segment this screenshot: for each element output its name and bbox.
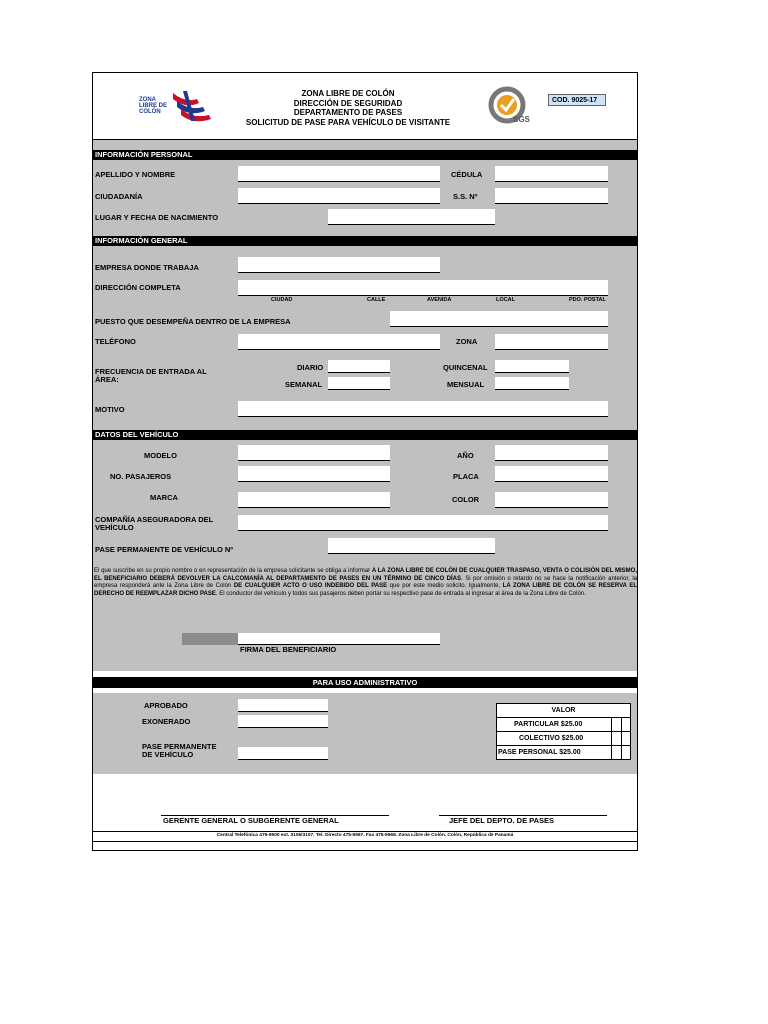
weekly-label: SEMANAL — [285, 380, 323, 389]
insurer-label: COMPAÑÍA ASEGURADORA DEL VEHÍCULO — [95, 515, 214, 532]
value-header: VALOR — [551, 707, 576, 714]
zone-label: ZONA — [456, 337, 478, 346]
signature-marker — [182, 633, 238, 645]
value-header-row — [497, 704, 630, 718]
title-line-3: DEPARTAMENTO DE PASES — [293, 108, 403, 117]
legal-text-2: . Si por omisión o retardo no se hace la notificación anterior, la empresa responderá ante la Zona Libre de Colón — [94, 575, 637, 590]
form-code-box: COD. 9025-17 — [548, 94, 606, 106]
model-field[interactable] — [238, 445, 390, 461]
signature-label: FIRMA DEL BENEFICIARIO — [240, 645, 337, 654]
passengers-label: NO. PASAJEROS — [110, 472, 172, 481]
value-checkbox[interactable] — [621, 746, 629, 759]
legal-text-3: que por este medio solicito. Igualmente, — [387, 583, 503, 590]
address-part-street: CALLE — [367, 297, 386, 303]
address-part-local: LOCAL — [496, 297, 515, 303]
value-row-label: PARTICULAR $25.00 — [514, 721, 583, 728]
company-label: EMPRESA DONDE TRABAJA — [95, 263, 199, 272]
color-label: COLOR — [452, 495, 480, 504]
legal-bold-1: A LA ZONA LIBRE DE COLÓN DE CUALQUIER TRASPASO, VENTA O COLISIÓN DEL MISMO, EL BENEFICIARIO DEBERÁ DEVOLVER LA CALCOMANÍA AL DEPARTAMENTO DE PASES EN UN TÉRMINO DE CINCO DÍAS — [94, 568, 637, 582]
sgs-text: SGS — [513, 115, 530, 124]
form-title-block — [213, 89, 483, 127]
phone-label: TELÉFONO — [95, 337, 136, 346]
approved-field[interactable] — [238, 699, 328, 712]
plate-field[interactable] — [495, 466, 608, 482]
sgs-certification-logo — [483, 85, 539, 127]
reason-label: MOTIVO — [95, 405, 125, 414]
permanent-admin-label-1: PASE PERMANENTE — [142, 742, 217, 751]
passengers-field[interactable] — [238, 466, 390, 482]
legal-bold-2: DE CUALQUIER ACTO O USO INDEBIDO DEL PASE — [233, 583, 388, 590]
personal-info-heading: INFORMACIÓN PERSONAL — [93, 150, 637, 160]
address-field[interactable] — [238, 280, 608, 296]
permanent-admin-label-2: DE VEHÍCULO — [142, 750, 194, 759]
zone-field[interactable] — [495, 334, 608, 350]
visitor-vehicle-pass-form — [92, 72, 638, 851]
weekly-field[interactable] — [328, 377, 390, 390]
model-label: MODELO — [144, 451, 177, 460]
signature-field[interactable] — [238, 633, 440, 645]
permanent-admin-field[interactable] — [238, 747, 328, 760]
sgs-seal-icon — [483, 85, 539, 127]
legal-declaration — [94, 568, 637, 598]
birth-label: LUGAR Y FECHA DE NACIMIENTO — [95, 213, 219, 222]
name-label: APELLIDO Y NOMBRE — [95, 170, 176, 179]
ss-label: S.S. Nº — [453, 192, 478, 201]
citizenship-field[interactable] — [238, 188, 440, 204]
zona-libre-logo — [137, 87, 217, 127]
value-row-label: COLECTIVO $25.00 — [519, 735, 584, 742]
legal-bold-3: LA ZONA LIBRE DE COLÓN SE RESERVA EL DERECHO DE REEMPLAZAR DICHO PASE — [94, 583, 637, 597]
value-checkbox[interactable] — [611, 732, 619, 745]
citizenship-label: CIUDADANÍA — [95, 192, 143, 201]
address-label: DIRECCIÓN COMPLETA — [95, 283, 181, 292]
plate-label: PLACA — [453, 472, 479, 481]
footer-contact: Central Telefónica 475-9500 ext. 3106/3107. Tel. Directo 475-9567. Fax 475-9568. Zona Libre de Colón. Colón, República de Panamá — [216, 833, 514, 838]
permanent-pass-field[interactable] — [328, 538, 495, 554]
year-field[interactable] — [495, 445, 608, 461]
position-label: PUESTO QUE DESEMPEÑA DENTRO DE LA EMPRESA — [95, 317, 291, 326]
value-checkbox[interactable] — [621, 732, 629, 745]
monthly-label: MENSUAL — [447, 380, 485, 389]
head-label: JEFE DEL DEPTO. DE PASES — [449, 816, 555, 825]
id-label: CÉDULA — [451, 170, 483, 179]
id-field[interactable] — [495, 166, 608, 182]
value-checkbox[interactable] — [611, 746, 619, 759]
color-field[interactable] — [495, 492, 608, 508]
title-line-2: DIRECCIÓN DE SEGURIDAD — [293, 98, 403, 108]
monthly-field[interactable] — [495, 377, 569, 390]
frequency-label: FRECUENCIA DE ENTRADA AL ÁREA: — [95, 367, 207, 384]
reason-field[interactable] — [238, 401, 608, 417]
value-row — [497, 746, 630, 760]
address-part-city: CIUDAD — [271, 297, 293, 303]
brand-field[interactable] — [238, 492, 390, 508]
value-row — [497, 718, 630, 732]
insurer-field[interactable] — [238, 515, 608, 531]
value-row-label: PASE PERSONAL $25.00 — [498, 749, 581, 756]
company-field[interactable] — [238, 257, 440, 273]
phone-field[interactable] — [238, 334, 440, 350]
permanent-pass-label: PASE PERMANENTE DE VEHÍCULO Nº — [95, 545, 234, 554]
zona-libre-logo-text: ZONA LIBRE DE COLÓN — [139, 97, 168, 115]
approved-label: APROBADO — [144, 701, 188, 710]
title-line-4: SOLICITUD DE PASE PARA VEHÍCULO DE VISITANTE — [245, 117, 451, 127]
daily-label: DIARIO — [297, 363, 324, 372]
biweekly-label: QUINCENAL — [443, 363, 488, 372]
vehicle-data-heading: DATOS DEL VEHÍCULO — [93, 430, 637, 440]
position-field[interactable] — [390, 311, 608, 327]
value-checkbox[interactable] — [611, 718, 619, 731]
manager-label: GERENTE GENERAL O SUBGERENTE GENERAL — [163, 816, 339, 825]
brand-label: MARCA — [150, 493, 178, 502]
ss-field[interactable] — [495, 188, 608, 204]
general-info-heading: INFORMACIÓN GENERAL — [93, 236, 637, 246]
exempt-label: EXONERADO — [142, 717, 191, 726]
value-row — [497, 732, 630, 746]
title-line-1: ZONA LIBRE DE COLÓN — [301, 89, 395, 98]
year-label: AÑO — [457, 451, 474, 460]
address-part-postal: PDO. POSTAL — [569, 297, 606, 303]
daily-field[interactable] — [328, 360, 390, 373]
address-part-avenue: AVENIDA — [427, 297, 452, 303]
value-checkbox[interactable] — [621, 718, 629, 731]
value-table — [496, 703, 631, 760]
legal-text-1: El que suscribe en su propio nombre o en representación de la empresa solicitante se obliga a informar — [94, 568, 372, 574]
footer-divider-bottom — [93, 841, 637, 842]
legal-text-4: . El conductor del vehículo y todos sus pasajeros deben portar su respectivo pase de entrada al ingresar al área de la Zona Libre de Colón. — [215, 590, 586, 597]
birth-field[interactable] — [328, 209, 495, 225]
name-field[interactable] — [238, 166, 440, 182]
admin-heading: PARA USO ADMINISTRATIVO — [93, 677, 637, 688]
biweekly-field[interactable] — [495, 360, 569, 373]
exempt-field[interactable] — [238, 715, 328, 728]
footer-divider-top — [93, 831, 637, 832]
